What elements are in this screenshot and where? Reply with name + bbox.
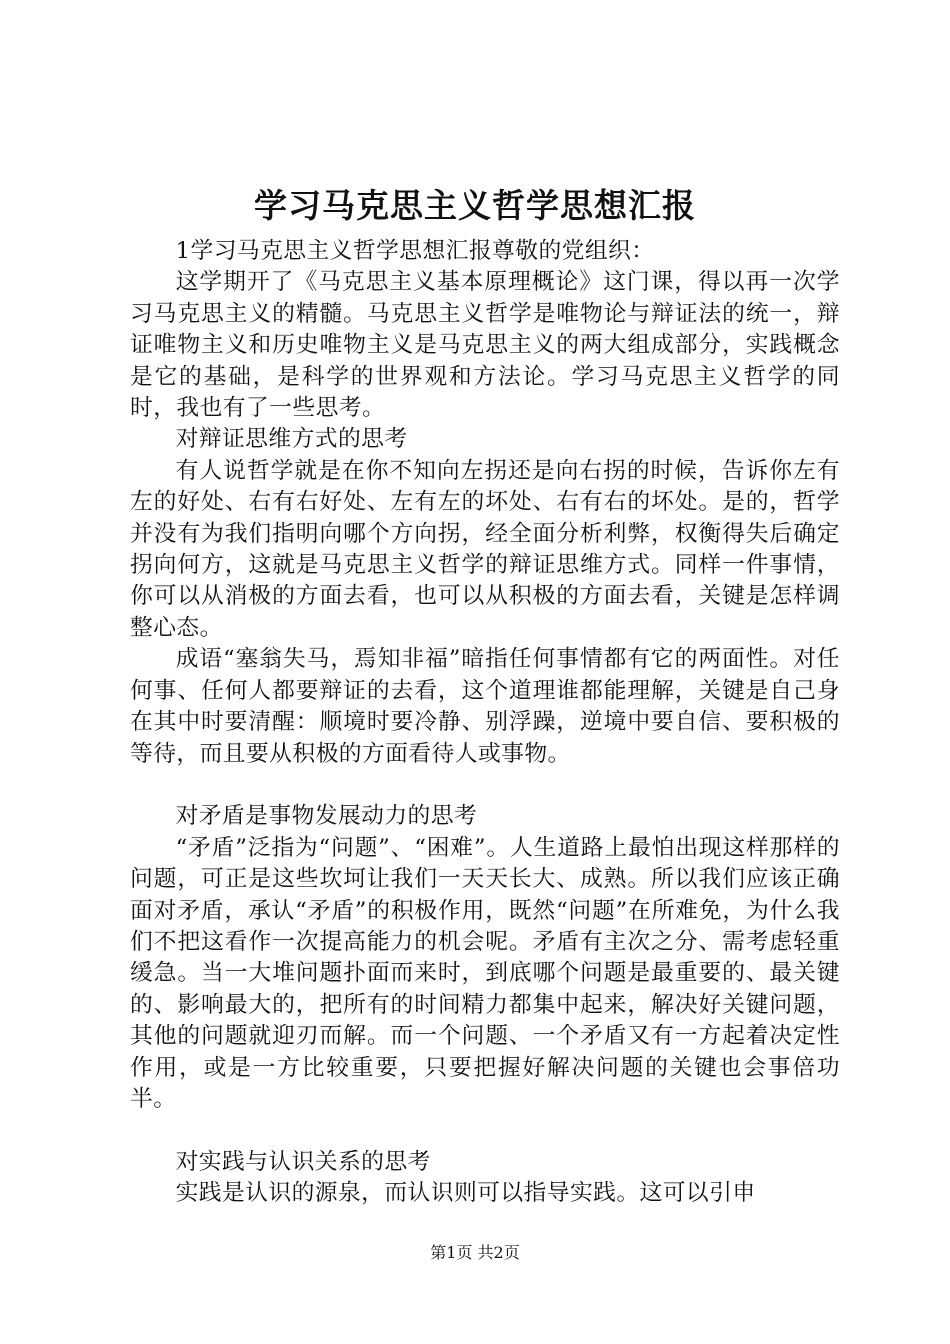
intro-paragraph: 这学期开了《马克思主义基本原理概论》这门课，得以再一次学习马克思主义的精髓。马克思主义哲学是唯物论与辩证法的统一，辩证唯物主义和历史唯物主义是马克思主义的两大组成部分，实践概念是它的基础，是科学的世界观和方法论。学习马克思主义哲学的同时，我也有了一些思考。: [130, 269, 840, 422]
body-paragraph: 有人说哲学就是在你不知向左拐还是向右拐的时候，告诉你左有左的好处、右有右好处、左有左的坏处、右有右的坏处。是的，哲学并没有为我们指明向哪个方向拐，经全面分析利弊，权衡得失后确定拐向何方，这就是马克思主义哲学的辩证思维方式。同样一件事情，你可以从消极的方面去看，也可以从积极的方面去看，关键是怎样调整心态。: [130, 457, 840, 641]
body-paragraph: 实践是认识的源泉，而认识则可以指导实践。这可以引申: [175, 1180, 756, 1207]
section-heading-contradiction: 对矛盾是事物发展动力的思考: [175, 803, 478, 830]
document-title: 学习马克思主义哲学思想汇报: [254, 186, 696, 225]
section-heading-dialectical-thinking: 对辩证思维方式的思考: [175, 426, 408, 453]
body-paragraph: “矛盾”泛指为“问题”、“困难”。人生道路上最怕出现这样那样的问题，可正是这些坎坷让我们一天天长大、成熟。所以我们应该正确面对矛盾，承认“矛盾”的积极作用，既然“问题”在所难免，为什么我们不把这看作一次提高能力的机会呢。矛盾有主次之分、需考虑轻重缓急。当一大堆问题扑面而来时，到底哪个问题是最重要的、最关键的、影响最大的，把所有的时间精力都集中起来，解决好关键问题，其他的问题就迎刃而解。而一个问题、一个矛盾又有一方起着决定性作用，或是一方比较重要，只要把握好解决问题的关键也会事倍功半。: [130, 834, 840, 1112]
page-number-footer: 第1页 共2页: [430, 1243, 520, 1262]
body-paragraph: 成语“塞翁失马，焉知非福”暗指任何事情都有它的两面性。对任何事、任何人都要辩证的去看，这个道理谁都能理解，关键是自己身在其中时要清醒：顺境时要冷静、别浮躁，逆境中要自信、要积极的等待，而且要从积极的方面看待人或事物。: [130, 646, 840, 767]
section-heading-practice-cognition: 对实践与认识关系的思考: [175, 1148, 431, 1175]
salutation-paragraph: 1学习马克思主义哲学思想汇报尊敬的党组织：: [175, 238, 655, 264]
document-body: [130, 236, 840, 1210]
